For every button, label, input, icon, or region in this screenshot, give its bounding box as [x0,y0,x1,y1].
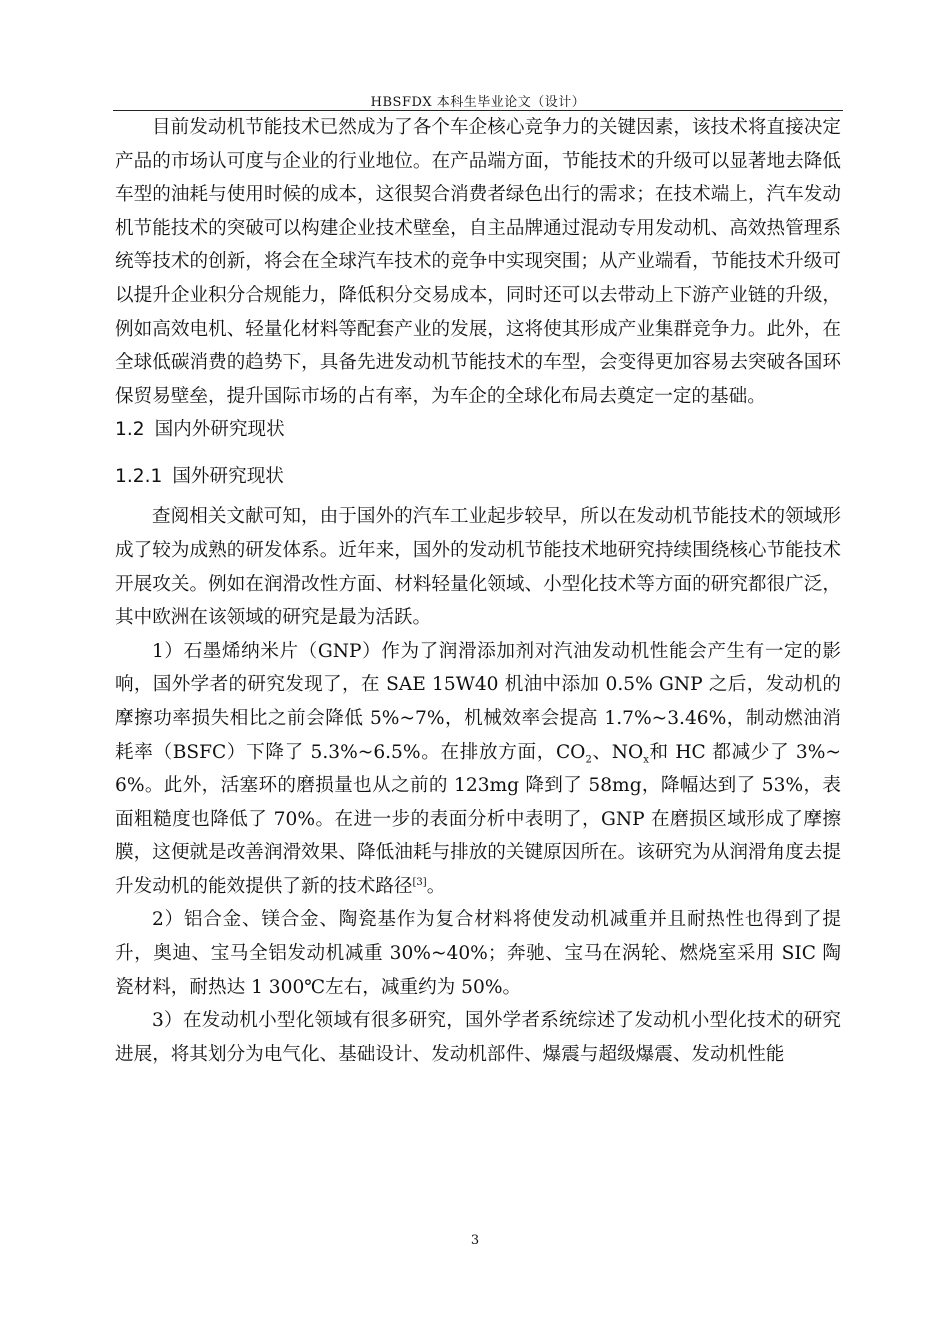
graphene-text-a: 1）石墨烯纳米片（GNP）作为了润滑添加剂对汽油发动机性能会产生有一定的影响，国外学者的研究发现了，在 SAE 15W40 机油中添加 0.5% GNP 之后，发动机的摩擦功率损失相比之前会降低 5%~7%，机械效率会提高 1.7%~3.46%，制动燃油消耗率（BSFC）下降了 5.3%~6.5%。在排放方面，CO [115,640,841,763]
subsection-title: 国外研究现状 [172,466,284,488]
section-heading [115,413,841,460]
citation-reference: [3] [412,876,427,888]
graphene-text-d: 。 [426,875,446,897]
document-body [115,111,841,1071]
graphene-text-b: 、NO [591,741,644,763]
paragraph-graphene [115,635,841,904]
page-number: 3 [470,1233,480,1248]
graphene-text-c: 和 HC 都减少了 3%~6%。此外，活塞环的磨损量也从之前的 123mg 降到了 58mg，降幅达到了 53%，表面粗糙度也降低了 70%。在进一步的表面分析中表明了，GNP 在磨损区域形成了摩擦膜，这便就是改善润滑效果、降低油耗与排放的关键原因所在。该研究为从润滑角度去提升发动机的能效提供了新的技术路径 [115,741,841,897]
subsection-heading [115,460,841,500]
paragraph-intro: 目前发动机节能技术已然成为了各个车企核心竞争力的关键因素，该技术将直接决定产品的市场认可度与企业的行业地位。在产品端方面，节能技术的升级可以显著地去降低车型的油耗与使用时候的成本，这很契合消费者绿色出行的需求；在技术端上，汽车发动机节能技术的突破可以构建企业技术壁垒，自主品牌通过混动专用发动机、高效热管理系统等技术的创新，将会在全球汽车技术的竞争中实现突围；从产业端看，节能技术升级可以提升企业积分合规能力，降低积分交易成本，同时还可以去带动上下游产业链的升级，例如高效电机、轻量化材料等配套产业的发展，这将使其形成产业集群竞争力。此外，在全球低碳消费的趋势下，具备先进发动机节能技术的车型，会变得更加容易去突破各国环保贸易壁垒，提升国际市场的占有率，为车企的全球化布局去奠定一定的基础。 [115,117,841,407]
header-title: HBSFDX 本科生毕业论文（设计） [370,95,586,110]
paragraph-downsizing: 3）在发动机小型化领域有很多研究，国外学者系统综述了发动机小型化技术的研究进展，将其划分为电气化、基础设计、发动机部件、爆震与超级爆震、发动机性能 [115,1010,841,1065]
nox-subscript: x [643,754,649,766]
paragraph-materials: 2）铝合金、镁合金、陶瓷基作为复合材料将使发动机减重并且耐热性也得到了提升，奥迪、宝马全铝发动机减重 30%~40%；奔驰、宝马在涡轮、燃烧室采用 SIC 陶瓷材料，耐热达 1 300℃左右，减重约为 50%。 [115,909,841,998]
section-title: 国内外研究现状 [154,419,285,441]
section-number: 1.2 [115,419,145,441]
paragraph-overview: 查阅相关文献可知，由于国外的汽车工业起步较早，所以在发动机节能技术的领域形成了较为成熟的研发体系。近年来，国外的发动机节能技术地研究持续围绕核心节能技术开展攻关。例如在润滑改性方面、材料轻量化领域、小型化技术等方面的研究都很广泛，其中欧洲在该领域的研究是最为活跃。 [115,506,841,629]
co2-subscript: 2 [585,754,592,766]
page-header [113,91,843,110]
subsection-number: 1.2.1 [115,466,163,488]
